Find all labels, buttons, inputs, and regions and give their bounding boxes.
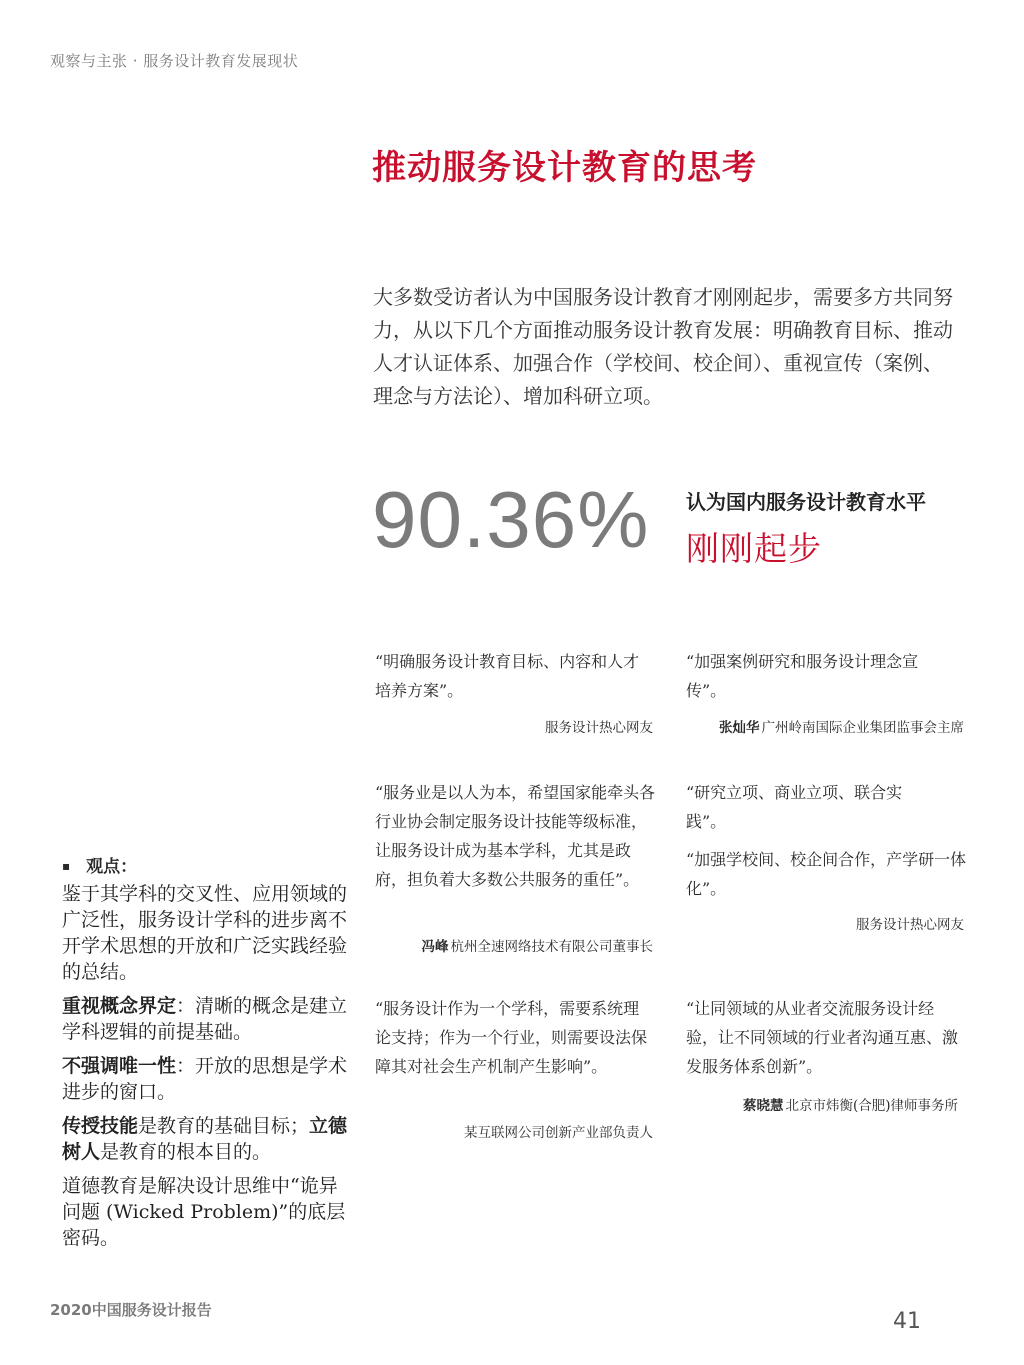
page-number: 41	[893, 1309, 921, 1334]
quote-source	[856, 913, 964, 933]
stat-highlight: 刚刚起步	[686, 529, 822, 568]
quote-text: “加强案例研究和服务设计理念宣传”。	[686, 652, 919, 700]
quote-source-org: 服务设计热心网友	[856, 917, 964, 933]
quote-source	[743, 1094, 958, 1114]
quote-text: “明确服务设计教育目标、内容和人才培养方案”。	[375, 652, 640, 700]
quote-source-org: 服务设计热心网友	[545, 720, 653, 736]
stat-value: 90.36%	[372, 475, 650, 564]
quote-source-org: 北京市炜衡(合肥)律师事务所	[785, 1098, 958, 1114]
quote-source	[719, 716, 964, 736]
views-panel	[62, 852, 352, 1259]
views-title: 观点：	[86, 857, 138, 877]
stat-caption: 认为国内服务设计教育水平	[686, 490, 926, 514]
intro-paragraph: 大多数受访者认为中国服务设计教育才刚刚起步，需要多方共同努力，从以下几个方面推动服务设计教育发展：明确教育目标、推动人才认证体系、加强合作（学校间、校企间）、重视宣传（案例、理念与方法论）、增加科研立项。	[373, 285, 953, 408]
view-text: 是教育的基础目标；	[138, 1115, 310, 1137]
view-paragraph	[62, 1053, 352, 1105]
quote-source	[545, 716, 653, 736]
view-paragraph: 道德教育是解决设计思维中“诡异问题 (Wicked Problem)”的底层密码。	[62, 1175, 346, 1249]
view-keyword: 不强调唯一性	[62, 1055, 177, 1077]
square-bullet-icon: ▪	[62, 859, 71, 873]
view-paragraph	[62, 1113, 352, 1165]
quote-source-org: 杭州全速网络技术有限公司董事长	[450, 939, 653, 955]
page-title: 推动服务设计教育的思考	[372, 148, 757, 188]
quote-text: “服务业是以人为本，希望国家能牵头各行业协会制定服务设计技能等级标准，让服务设计成为基本学科，尤其是政府，担负着大多数公共服务的重任”。	[375, 783, 656, 889]
quote-source-org: 广州岭南国际企业集团监事会主席	[761, 720, 964, 736]
quote-text: “服务设计作为一个学科，需要系统理论支持；作为一个行业，则需要设法保障其对社会生产机制产生影响”。	[375, 999, 648, 1076]
view-keyword: 立德树人	[62, 1115, 348, 1163]
view-text: ：开放的思想是学术进步的窗口。	[62, 1055, 348, 1103]
running-header: 观察与主张 · 服务设计教育发展现状	[50, 52, 299, 70]
view-keyword: 重视概念界定	[62, 995, 177, 1017]
view-paragraph	[62, 993, 352, 1045]
quote-text: “研究立项、商业立项、联合实践”。	[686, 783, 903, 831]
quote-source	[464, 1121, 653, 1141]
quote-source-name: 冯峰	[421, 939, 449, 955]
quote-source-org: 某互联网公司创新产业部负责人	[464, 1125, 653, 1141]
views-heading	[62, 852, 352, 877]
quote-text: “让同领域的从业者交流服务设计经验，让不同领域的行业者沟通互惠、激发服务体系创新”。	[686, 999, 959, 1076]
view-text: ：清晰的概念是建立学科逻辑的前提基础。	[62, 995, 348, 1043]
quote-source-name: 张灿华	[719, 720, 760, 736]
view-text: 是教育的根本目的。	[100, 1141, 272, 1163]
quote-source-name: 蔡晓慧	[742, 1098, 784, 1114]
quote-source	[422, 935, 654, 955]
footer-report-title: 2020中国服务设计报告	[50, 1301, 212, 1319]
quote-text: “加强学校间、校企间合作，产学研一体化”。	[686, 850, 967, 898]
view-keyword: 传授技能	[62, 1115, 139, 1137]
view-paragraph: 鉴于其学科的交叉性、应用领域的广泛性，服务设计学科的进步离不开学术思想的开放和广泛实践经验的总结。	[62, 883, 348, 983]
